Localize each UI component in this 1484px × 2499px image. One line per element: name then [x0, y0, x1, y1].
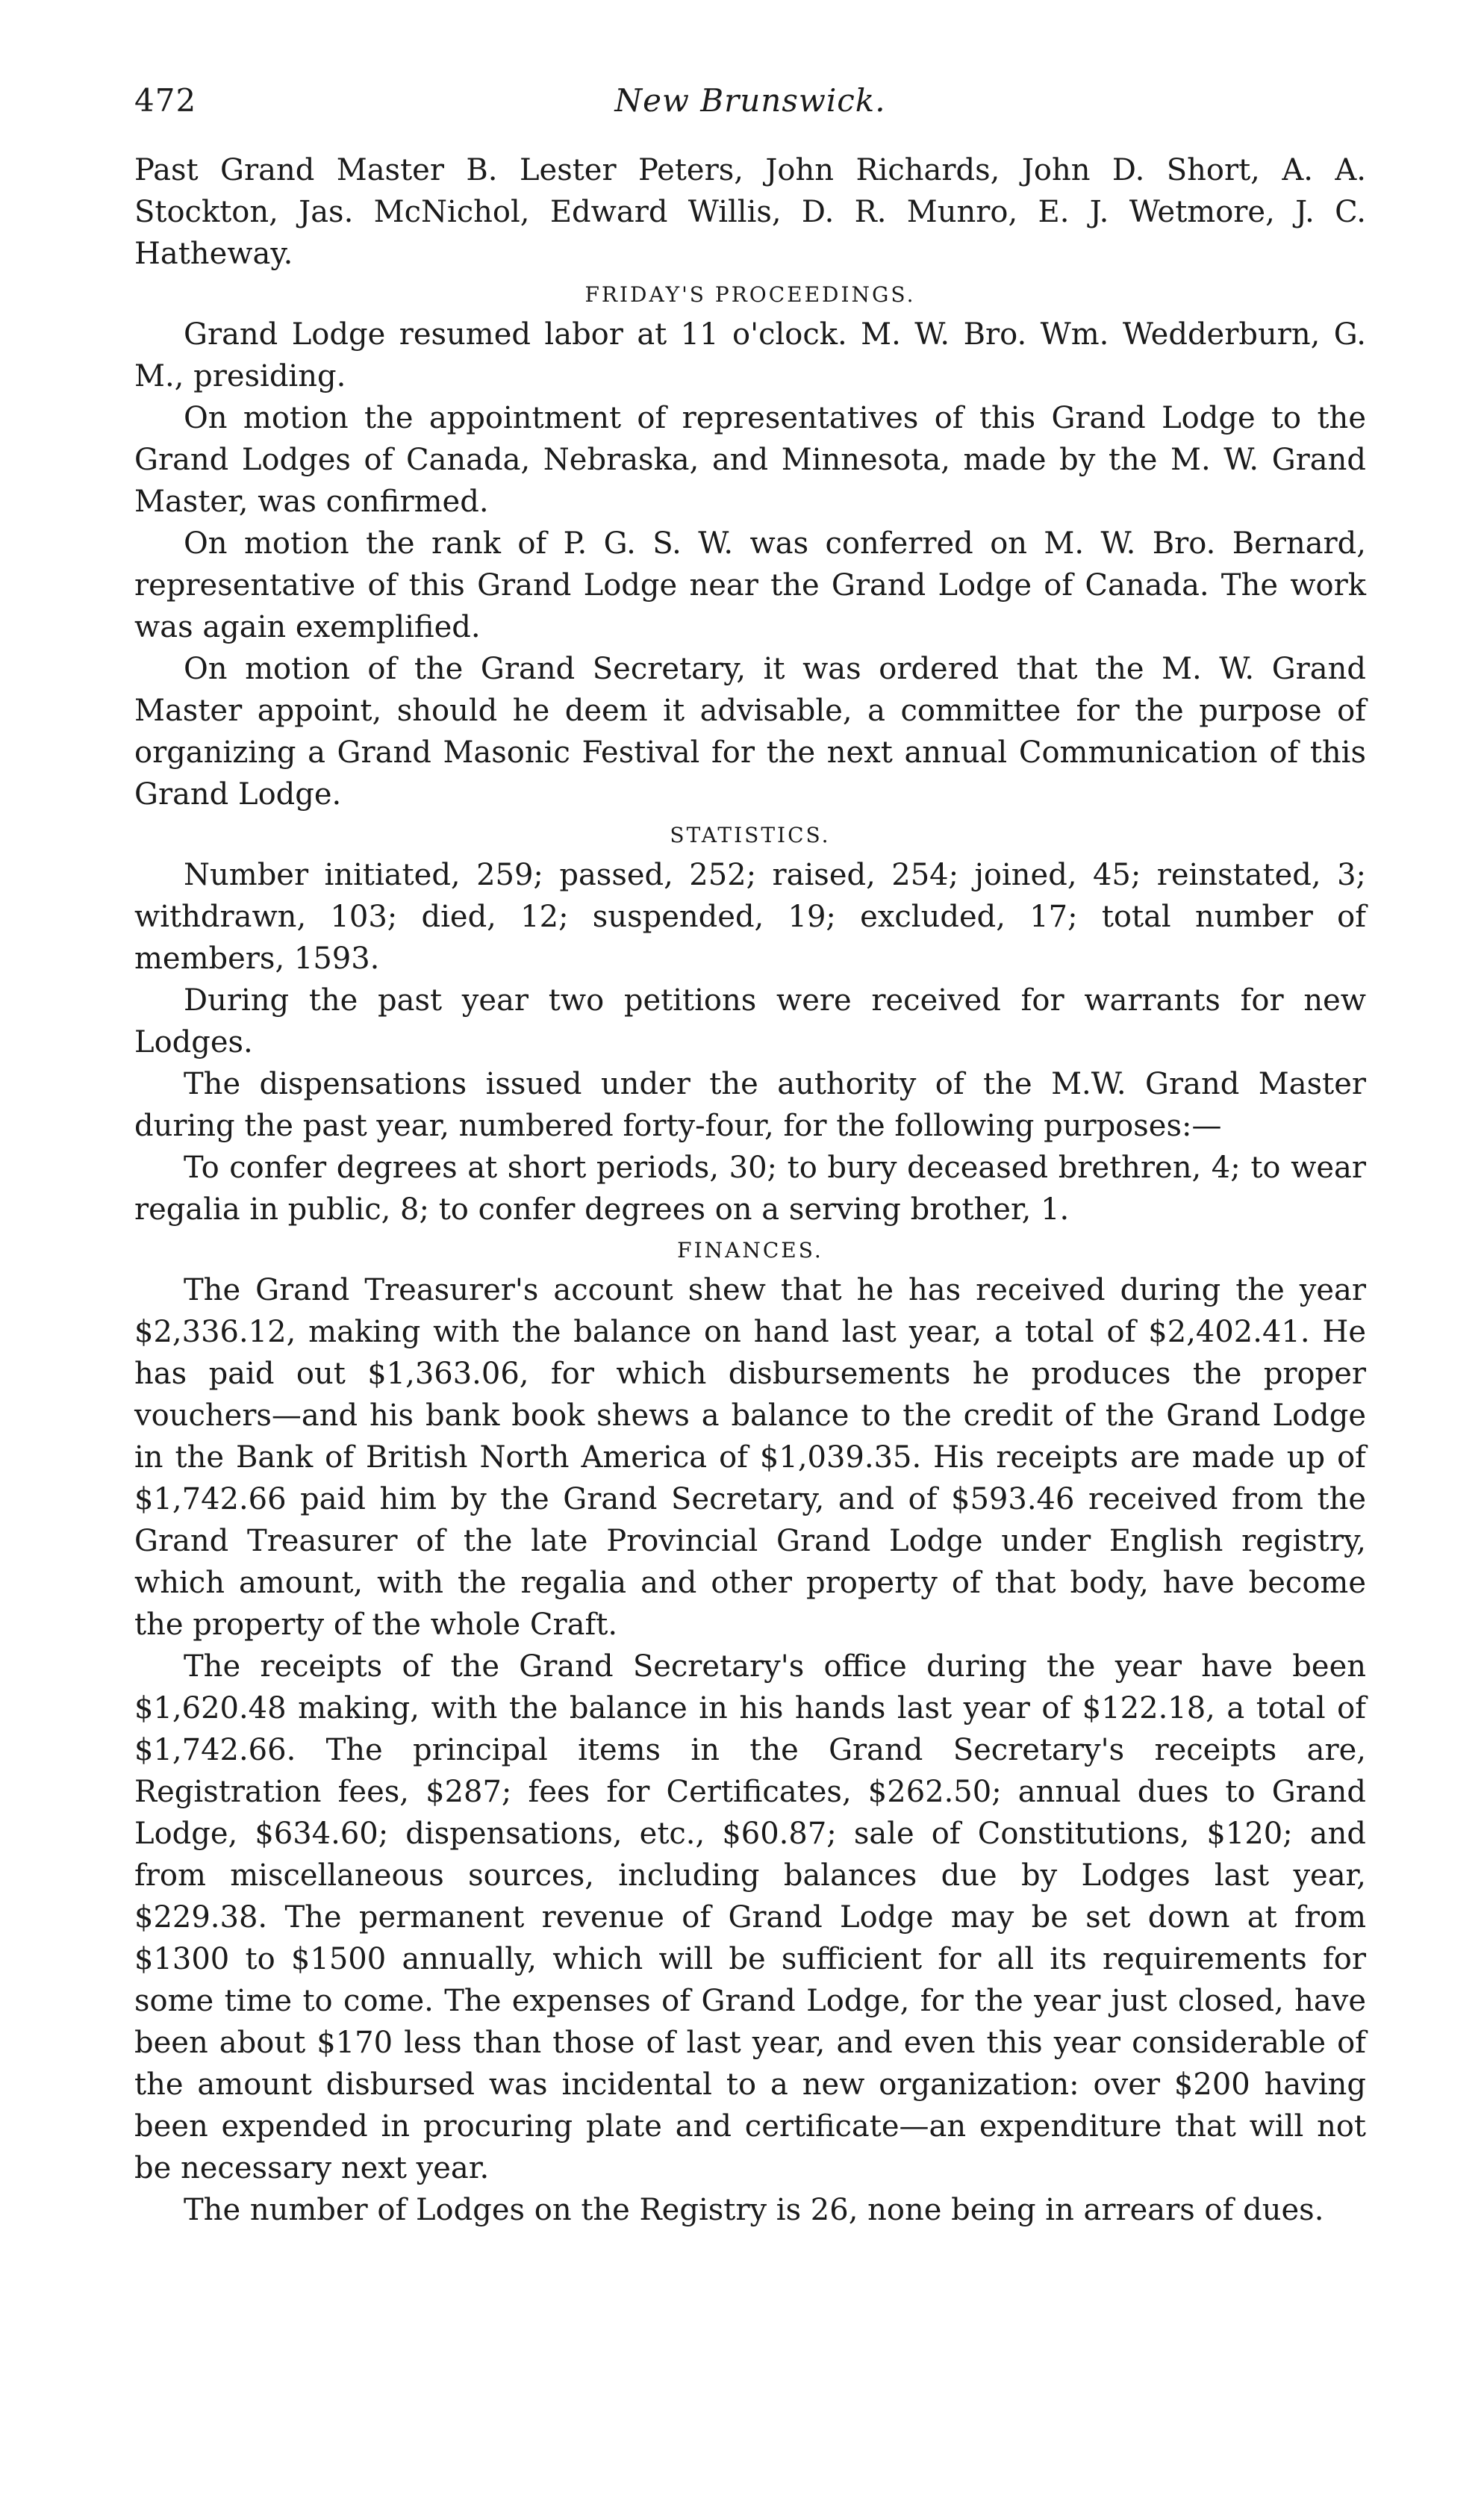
paragraph-dispensations: The dispensations issued under the authority of the M.W. Grand Master during the past year, numbered forty-four, for the following purposes:— — [134, 1067, 1366, 1143]
paragraph-membership-numbers: Number initiated, 259; passed, 252; raised, 254; joined, 45; reinstated, 3; withdrawn, 103; died, 12; suspended, 19; excluded, 17; total number of members, 1593. — [134, 858, 1366, 976]
paragraph-treasurer-account: The Grand Treasurer's account shew that he has received during the year $2,336.12, making with the balance on hand last year, a total of $2,402.41. He has paid out $1,363.06, for which disbursements he produces the proper vouchers—and his bank book shews a balance to the credit of the Grand Lodge in the Bank of British North America of $1,039.35. His receipts are made up of $1,742.66 paid him by the Grand Secretary, and of $593.46 received from the Grand Treasurer of the late Provincial Grand Lodge under English registry, which amount, with the regalia and other property of that body, have become the property of the whole Craft. — [134, 1273, 1366, 1642]
running-title: New Brunswick. — [614, 82, 886, 119]
paragraph-masonic-festival: On motion of the Grand Secretary, it was ordered that the M. W. Grand Master appoint, should he deem it advisable, a committee for the purpose of organizing a Grand Masonic Festival for the next annual Communication of this Grand Lodge. — [134, 652, 1366, 812]
paragraph-grand-lodge-resumed: Grand Lodge resumed labor at 11 o'clock. M. W. Bro. Wm. Wedderburn, G. M., presiding. — [134, 317, 1366, 393]
heading-fridays-proceedings: FRIDAY'S PROCEEDINGS. — [584, 282, 916, 307]
paragraph-past-grand-masters: Past Grand Master B. Lester Peters, John Richards, John D. Short, A. A. Stockton, Jas. McNichol, Edward Willis, D. R. Munro, E. J. Wetmore, J. C. Hatheway. — [134, 153, 1366, 271]
paragraph-rank-conferred: On motion the rank of P. G. S. W. was conferred on M. W. Bro. Bernard, representative of this Grand Lodge near the Grand Lodge of Canada. The work was again exemplified. — [134, 526, 1366, 644]
paragraph-appointment-representatives: On motion the appointment of representatives of this Grand Lodge to the Grand Lodges of Canada, Nebraska, and Minnesota, made by the M. W. Grand Master, was confirmed. — [134, 401, 1366, 519]
paragraph-dispensation-purposes: To confer degrees at short periods, 30; to bury deceased brethren, 4; to wear regalia in public, 8; to confer degrees on a serving brother, 1. — [134, 1151, 1366, 1227]
book-page — [134, 82, 1366, 2231]
heading-finances: FINANCES. — [677, 1238, 823, 1263]
page-number: 472 — [134, 82, 197, 119]
running-head — [134, 82, 1366, 149]
heading-statistics: STATISTICS. — [670, 823, 831, 847]
paragraph-secretary-receipts: The receipts of the Grand Secretary's office during the year have been $1,620.48 making, with the balance in his hands last year of $122.18, a total of $1,742.66. The principal items in the Grand Secretary's receipts are, Registration fees, $287; fees for Certificates, $262.50; annual dues to Grand Lodge, $634.60; dispensations, etc., $60.87; sale of Constitutions, $120; and from miscellaneous sources, including balances due by Lodges last year, $229.38. The permanent revenue of Grand Lodge may be set down at from $1300 to $1500 annually, which will be sufficient for all its requirements for some time to come. The expenses of Grand Lodge, for the year just closed, have been about $170 less than those of last year, and even this year considerable of the amount disbursed was incidental to a new organization: over $200 having been expended in procuring plate and certificate—an expenditure that will not be necessary next year. — [134, 1649, 1366, 2185]
paragraph-lodges-registry: The number of Lodges on the Registry is 26, none being in arrears of dues. — [184, 2193, 1324, 2227]
body-text — [134, 149, 1366, 2231]
paragraph-petitions: During the past year two petitions were received for warrants for new Lodges. — [134, 983, 1366, 1059]
